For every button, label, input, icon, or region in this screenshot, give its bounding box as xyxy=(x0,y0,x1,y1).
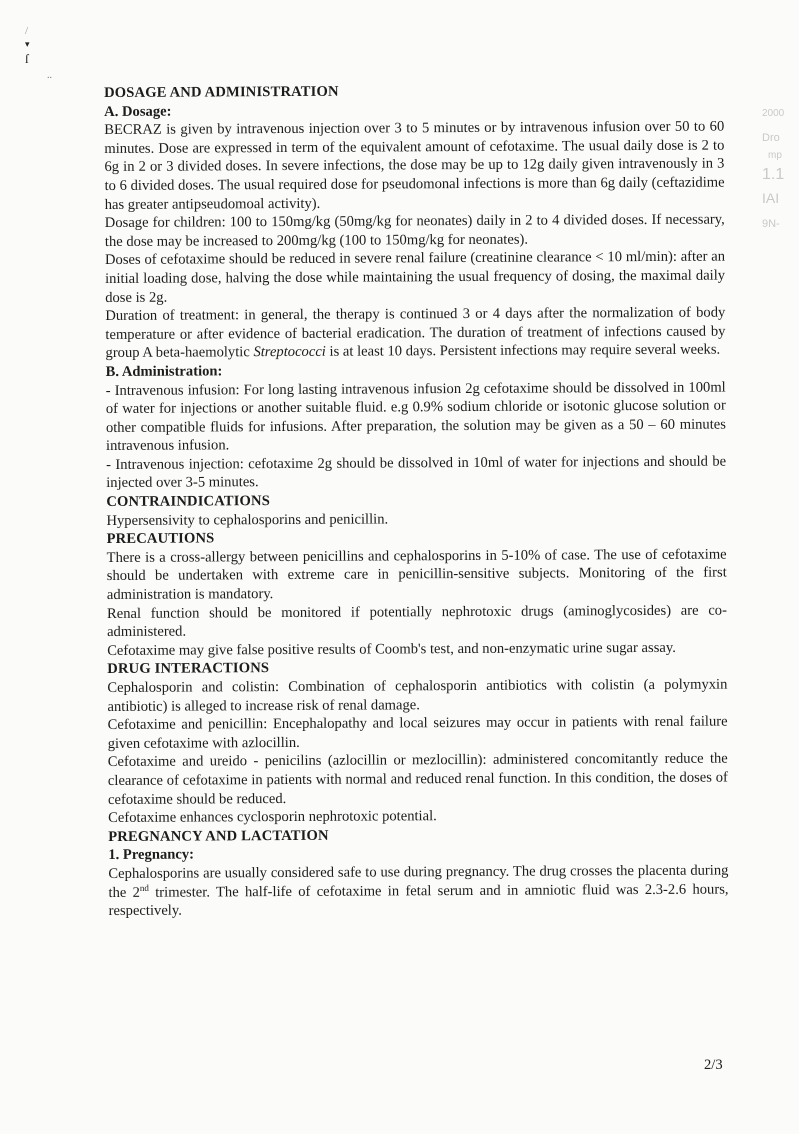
stamp-fragment: 9N- xyxy=(762,218,780,230)
scan-speck: .. xyxy=(47,70,52,81)
text-run: is at least 10 days. Persistent infections may require several weeks. xyxy=(325,341,721,361)
paragraph-interaction-ureido: Cefotaxime and ureido - penicilins (azlocillin or mezlocillin): administered concomitantly reduce the clearance of cefotaxime in patients with normal and reduced renal function. In this condition, the doses of cefotaxime should be reduced. xyxy=(107,750,728,808)
faded-stamp-edge xyxy=(762,96,799,236)
section-heading-contraindications: CONTRAINDICATIONS xyxy=(106,493,271,511)
paragraph-contraindications: Hypersensivity to cephalosporins and penicillin. xyxy=(106,511,389,529)
stamp-fragment: mp xyxy=(768,150,782,161)
document-body xyxy=(104,81,729,921)
text-run: Duration of treatment: in general, the therapy is continued 3 or 4 days after the normalization of body temperature or after evidence of bacterial eradication. The duration of treatment of infections caused by group A beta-haemolytic xyxy=(105,304,726,362)
scan-speck: / xyxy=(25,25,29,37)
paragraph-iv-infusion: - Intravenous infusion: For long lasting intravenous infusion 2g cefotaxime should be dissolved in 100ml of water for injections or another suitable fluid. e.g 0.9% sodium chloride or isotonic glucose solution or other compatible fluids for infusions. After preparation, the solution may be given as a 50 – 60 minutes intravenous infusion. xyxy=(105,379,726,455)
paragraph-precautions-allergy: There is a cross-allergy between penicillins and cephalosporins in 5-10% of case. The use of cefotaxime should be undertaken with extreme care in penicillin-sensitive subjects. Monitoring of the first administration is mandatory. xyxy=(106,546,727,604)
ordinal-superscript: nd xyxy=(139,882,149,893)
paragraph-interaction-colistin: Cephalosporin and colistin: Combination of cephalosporin antibiotics with colistin (a polymyxin antibiotic) is alleged to increase risk of renal damage. xyxy=(107,676,728,715)
subheading-pregnancy: 1. Pregnancy: xyxy=(108,846,195,864)
scan-speck: ſ xyxy=(25,51,29,66)
section-heading-drug-interactions: DRUG INTERACTIONS xyxy=(107,660,270,678)
paragraph-duration-treatment xyxy=(105,304,725,363)
paragraph-interaction-penicillin: Cefotaxime and penicillin: Encephalopathy and local seizures may occur in patients with renal failure given cefotaxime with azlocillin. xyxy=(107,713,728,752)
section-heading-pregnancy-lactation: PREGNANCY AND LACTATION xyxy=(108,827,329,845)
scan-speck: ▾ xyxy=(25,39,30,49)
paragraph-dosage-children: Dosage for children: 100 to 150mg/kg (50mg/kg for neonates) daily in 2 to 4 divided doses. If necessary, the dose may be increased to 200mg/kg (100 to 150mg/kg for neonates). xyxy=(104,211,725,250)
stamp-fragment: 2000 xyxy=(762,108,785,119)
organism-name-italic: Streptococci xyxy=(253,344,326,361)
paragraph-precautions-renal: Renal function should be monitored if potentially nephrotoxic drugs (aminoglycosides) are co-administered. xyxy=(106,602,727,641)
subheading-administration: B. Administration: xyxy=(105,363,223,380)
paragraph-precautions-coombs: Cefotaxime may give false positive results of Coomb's test, and non-enzymatic urine sugar assay. xyxy=(107,639,676,659)
paragraph-dosage-renal: Doses of cefotaxime should be reduced in severe renal failure (creatinine clearance < 10 ml/min): after an initial loading dose, halving the dose while maintaining the usual frequency of dosing, the maximal daily dose is 2g. xyxy=(104,248,726,306)
subheading-dosage: A. Dosage: xyxy=(104,103,172,120)
paragraph-dosage-1: BECRAZ is given by intravenous injection over 3 to 5 minutes or by intravenous infusion over 50 to 60 minutes. Dose are expressed in term of the equivalent amount of cefotaxime. The usual daily dose is 2 to 6g in 2 or 3 divided doses. In severe infections, the dose may be up to 12g daily given intravenously in 3 to 6 divided doses. The usual required dose for pseudomonal infections is more than 6g daily (ceftazidime has greater antipseudomoal activity). xyxy=(104,118,725,213)
section-heading-precautions: PRECAUTIONS xyxy=(106,530,215,548)
paragraph-interaction-cyclosporin: Cefotaxime enhances cyclosporin nephrotoxic potential. xyxy=(108,808,437,827)
stamp-fragment: IAI xyxy=(762,190,780,206)
stamp-fragment: Dro xyxy=(762,132,780,144)
page-number: 2/3 xyxy=(704,1057,723,1073)
text-run: trimester. The half-life of cefotaxime in fetal serum and in amniotic fluid was 2.3-2.6 hours, respectively. xyxy=(108,881,729,920)
paragraph-iv-injection: - Intravenous injection: cefotaxime 2g should be dissolved in 10ml of water for injections and should be injected over 3-5 minutes. xyxy=(106,453,727,492)
paragraph-pregnancy xyxy=(108,861,728,920)
stamp-fragment: 1.1 xyxy=(762,166,785,183)
section-heading-dosage-administration: DOSAGE AND ADMINISTRATION xyxy=(104,83,339,101)
text-run: Cephalosporins are usually considered safe to use during pregnancy. The drug crosses the placenta during the 2 xyxy=(108,862,729,901)
